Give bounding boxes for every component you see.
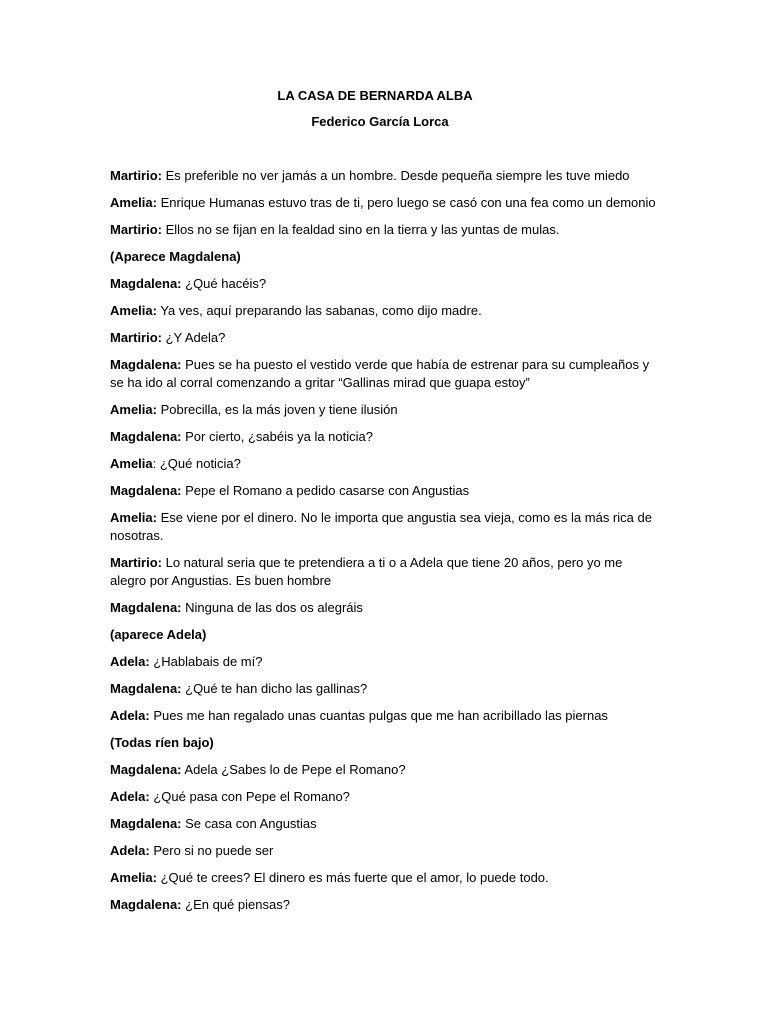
speech-text: ¿Qué te crees? El dinero es más fuerte que el amor, lo puede todo. (156, 870, 549, 885)
speaker-name: Amelia: (110, 303, 157, 318)
speech-text: ¿Qué te han dicho las gallinas? (181, 681, 368, 696)
dialogue-line (110, 869, 662, 887)
dialogue-line (110, 167, 662, 185)
speaker-name: Magdalena: (110, 897, 182, 912)
speech-text: Pero si no puede ser (149, 843, 274, 858)
dialogue-line (110, 842, 662, 860)
document-author: Federico García Lorca (311, 114, 449, 129)
dialogue-line (110, 509, 662, 545)
speaker-name: Martirio: (110, 168, 162, 183)
speaker-name: Magdalena: (110, 600, 182, 615)
speaker-name: Adela: (110, 708, 150, 723)
speech-text: ¿Qué pasa con Pepe el Romano? (149, 789, 350, 804)
speech-text: ¿En qué piensas? (181, 897, 290, 912)
speech-text: Pues me han regalado unas cuantas pulgas que me han acribillado las piernas (149, 708, 608, 723)
dialogue-line (110, 482, 662, 500)
speaker-name: Amelia: (110, 870, 157, 885)
speaker-name: Amelia (110, 456, 153, 471)
speech-text: ¿Qué hacéis? (181, 276, 267, 291)
speech-text: Pepe el Romano a pedido casarse con Angustias (181, 483, 470, 498)
speech-text: Pues se ha puesto el vestido verde que había de estrenar para su cumpleaños y se ha ido al corral comenzando a gritar “Gallinas mirad que guapa estoy” (110, 357, 650, 390)
dialogue-line (110, 554, 662, 590)
dialogue-line (110, 761, 662, 779)
speaker-name: Magdalena: (110, 276, 182, 291)
speech-text: Por cierto, ¿sabéis ya la noticia? (181, 429, 373, 444)
speech-text: Adela ¿Sabes lo de Pepe el Romano? (181, 762, 406, 777)
speaker-name: Magdalena: (110, 357, 182, 372)
dialogue-line (110, 194, 662, 212)
stage-direction-text: (Aparece Magdalena) (110, 249, 241, 264)
speech-text: ¿Y Adela? (162, 330, 226, 345)
dialogue-list (110, 167, 662, 923)
speaker-name: Martirio: (110, 222, 162, 237)
speech-text: Es preferible no ver jamás a un hombre. Desde pequeña siempre les tuve miedo (162, 168, 630, 183)
speech-text: Enrique Humanas estuvo tras de ti, pero luego se casó con una fea como un demonio (156, 195, 656, 210)
speech-text: Ese viene por el dinero. No le importa que angustia sea vieja, como es la más rica de nosotras. (110, 510, 652, 543)
speaker-name: Amelia: (110, 195, 157, 210)
stage-direction (110, 734, 662, 752)
speech-text: Se casa con Angustias (181, 816, 317, 831)
speech-text: Ya ves, aquí preparando las sabanas, como dijo madre. (156, 303, 482, 318)
stage-direction-text: (Todas ríen bajo) (110, 735, 214, 750)
speaker-name: Adela: (110, 654, 150, 669)
speaker-name: Martirio: (110, 330, 162, 345)
speaker-name: Magdalena: (110, 429, 182, 444)
dialogue-line (110, 221, 662, 239)
dialogue-line (110, 455, 662, 473)
speech-text: Ellos no se fijan en la fealdad sino en la tierra y las yuntas de mulas. (162, 222, 560, 237)
dialogue-line (110, 896, 662, 914)
speech-text: Lo natural seria que te pretendiera a ti o a Adela que tiene 20 años, pero yo me alegro por Angustias. Es buen hombre (110, 555, 623, 588)
speaker-name: Adela: (110, 789, 150, 804)
speaker-name: Magdalena: (110, 483, 182, 498)
dialogue-line (110, 401, 662, 419)
dialogue-line (110, 788, 662, 806)
speech-text: Pobrecilla, es la más joven y tiene ilusión (156, 402, 398, 417)
dialogue-line (110, 653, 662, 671)
stage-direction (110, 626, 662, 644)
dialogue-line (110, 599, 662, 617)
speaker-name: Magdalena: (110, 681, 182, 696)
speech-text: : ¿Qué noticia? (152, 456, 241, 471)
dialogue-line (110, 329, 662, 347)
speaker-name: Magdalena: (110, 762, 182, 777)
dialogue-line (110, 275, 662, 293)
dialogue-line (110, 302, 662, 320)
dialogue-line (110, 815, 662, 833)
dialogue-line (110, 680, 662, 698)
dialogue-line (110, 428, 662, 446)
speaker-name: Martirio: (110, 555, 162, 570)
speaker-name: Adela: (110, 843, 150, 858)
dialogue-line (110, 707, 662, 725)
speaker-name: Amelia: (110, 510, 157, 525)
speaker-name: Magdalena: (110, 816, 182, 831)
stage-direction-text: (aparece Adela) (110, 627, 207, 642)
document-title: LA CASA DE BERNARDA ALBA (277, 88, 473, 103)
dialogue-line (110, 356, 662, 392)
stage-direction (110, 248, 662, 266)
speech-text: Ninguna de las dos os alegráis (181, 600, 363, 615)
speech-text: ¿Hablabais de mí? (149, 654, 263, 669)
speaker-name: Amelia: (110, 402, 157, 417)
